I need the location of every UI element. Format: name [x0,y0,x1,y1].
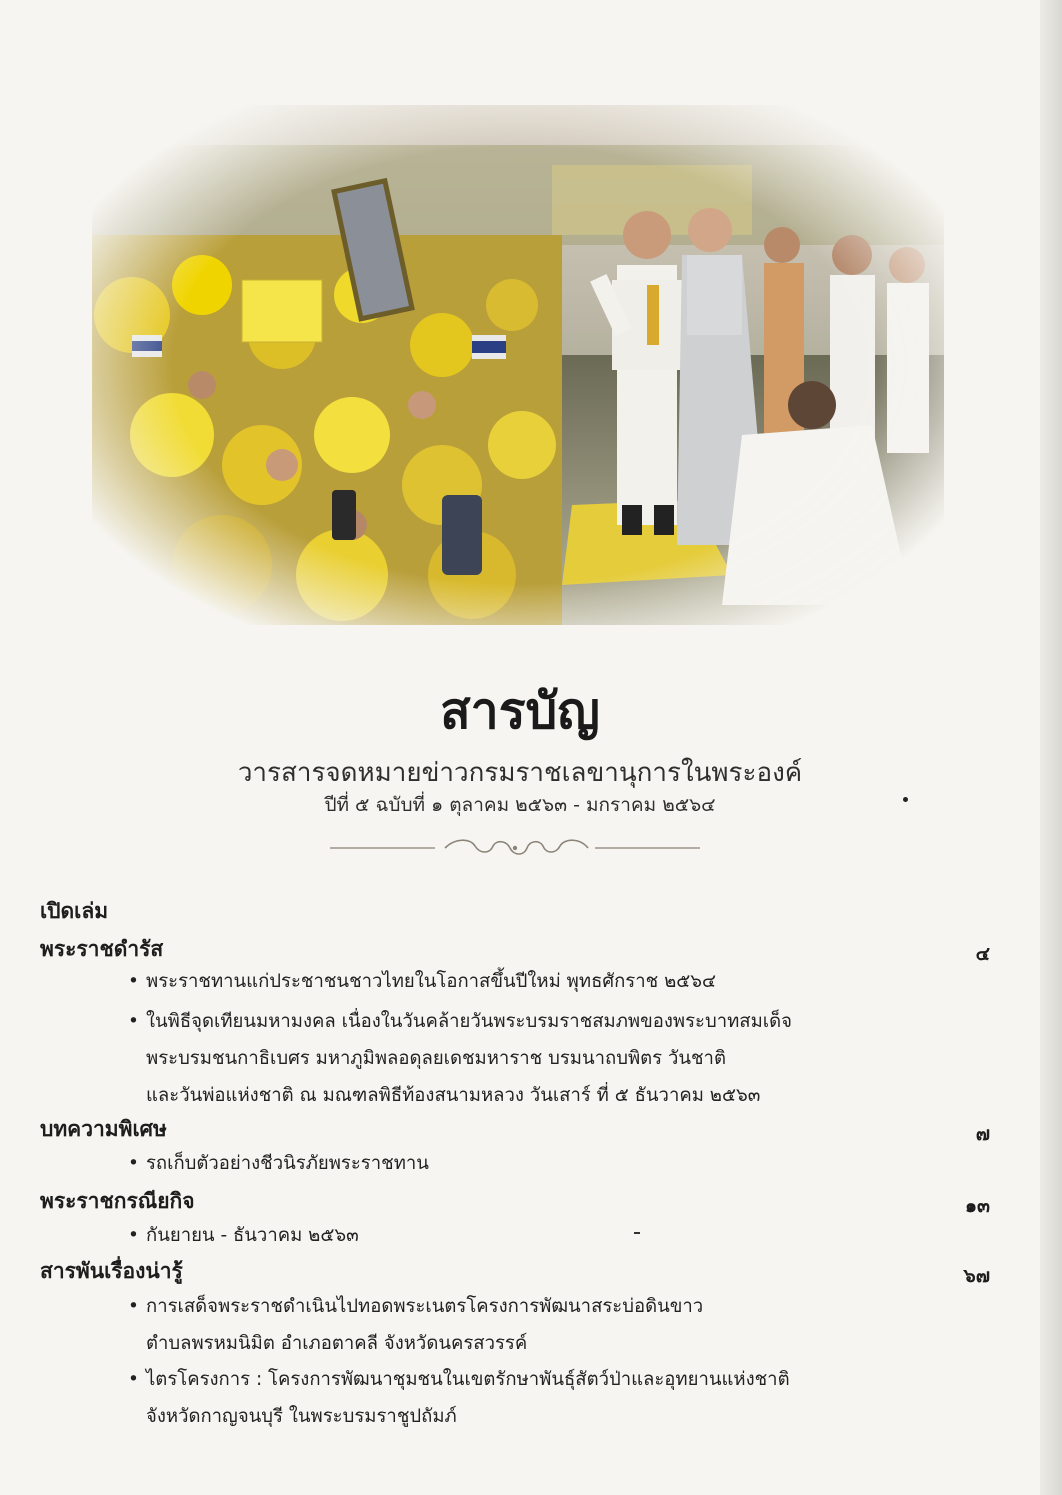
toc-item[interactable] [128,1003,888,1114]
stray-mark [903,797,908,802]
toc-item-line: ในพิธีจุดเทียนมหามงคล เนื่องในวันคล้ายวันพระบรมราชสมภพของพระบาทสมเด็จ [146,1011,792,1032]
toc-item-line: พระบรมชนกาธิเบศร มหาภูมิพลอดุลยเดชมหาราช บรมนาถบพิตร วันชาติ [146,1048,726,1069]
toc-section-title[interactable]: สารพันเรื่องน่ารู้ [40,1259,183,1283]
bullet-icon: • [128,1296,139,1317]
toc-item[interactable] [128,1145,888,1182]
royal-procession-photo [92,105,944,625]
toc-item-line: กันยายน - ธันวาคม ๒๕๖๓ [146,1225,359,1246]
toc-item[interactable] [128,1361,888,1435]
toc-section-title[interactable]: พระราชดำรัส [40,937,164,961]
bullet-icon: • [128,971,139,992]
toc-item-line: พระราชทานแก่ประชาชนชาวไทยในโอกาสขึ้นปีใหม่ พุทธศักราช ๒๕๖๔ [146,971,717,992]
toc-item-line: ตำบลพรหมนิมิต อำเภอตาคลี จังหวัดนครสวรรค์ [146,1333,528,1354]
toc-page-number: ๔ [975,943,990,965]
bullet-icon: • [128,1011,139,1032]
journal-subtitle: วารสารจดหมายข่าวกรมราชเลขานุการในพระองค์ [237,758,803,788]
toc-item[interactable] [128,1217,888,1254]
toc-item[interactable] [128,963,888,1000]
issue-line: ปีที่ ๕ ฉบับที่ ๑ ตุลาคม ๒๕๖๓ - มกราคม ๒๕๖๔ [324,794,716,816]
toc-page-number: ๖๗ [963,1265,990,1287]
toc-item-line: ไตรโครงการ : โครงการพัฒนาชุมชนในเขตรักษาพันธุ์สัตว์ป่าและอุทยานแห่งชาติ [146,1369,790,1390]
toc-page-number: ๗ [975,1123,990,1145]
toc-item[interactable] [128,1288,888,1362]
toc-item-line: และวันพ่อแห่งชาติ ณ มณฑลพิธีท้องสนามหลวง วันเสาร์ ที่ ๕ ธันวาคม ๒๕๖๓ [146,1085,761,1106]
toc-page-number: ๑๓ [964,1195,990,1217]
bullet-icon: • [128,1153,139,1174]
toc-section-title[interactable]: พระราชกรณียกิจ [40,1189,195,1213]
toc-opening[interactable]: เปิดเล่ม [40,899,109,923]
toc-item-line: รถเก็บตัวอย่างชีวนิรภัยพระราชทาน [146,1153,429,1174]
ornamental-divider [330,836,700,860]
toc-item-line: จังหวัดกาญจนบุรี ในพระบรมราชูปถัมภ์ [146,1406,457,1427]
bullet-icon: • [128,1369,139,1390]
bullet-icon: • [128,1225,139,1246]
toc-section-title[interactable]: บทความพิเศษ [40,1117,167,1141]
photo-illustration [92,105,944,625]
toc-item-line: การเสด็จพระราชดำเนินไปทอดพระเนตรโครงการพัฒนาสระบ่อดินขาว [146,1296,704,1317]
page-title: สารบัญ [440,682,600,740]
page-edge [1040,0,1062,1495]
